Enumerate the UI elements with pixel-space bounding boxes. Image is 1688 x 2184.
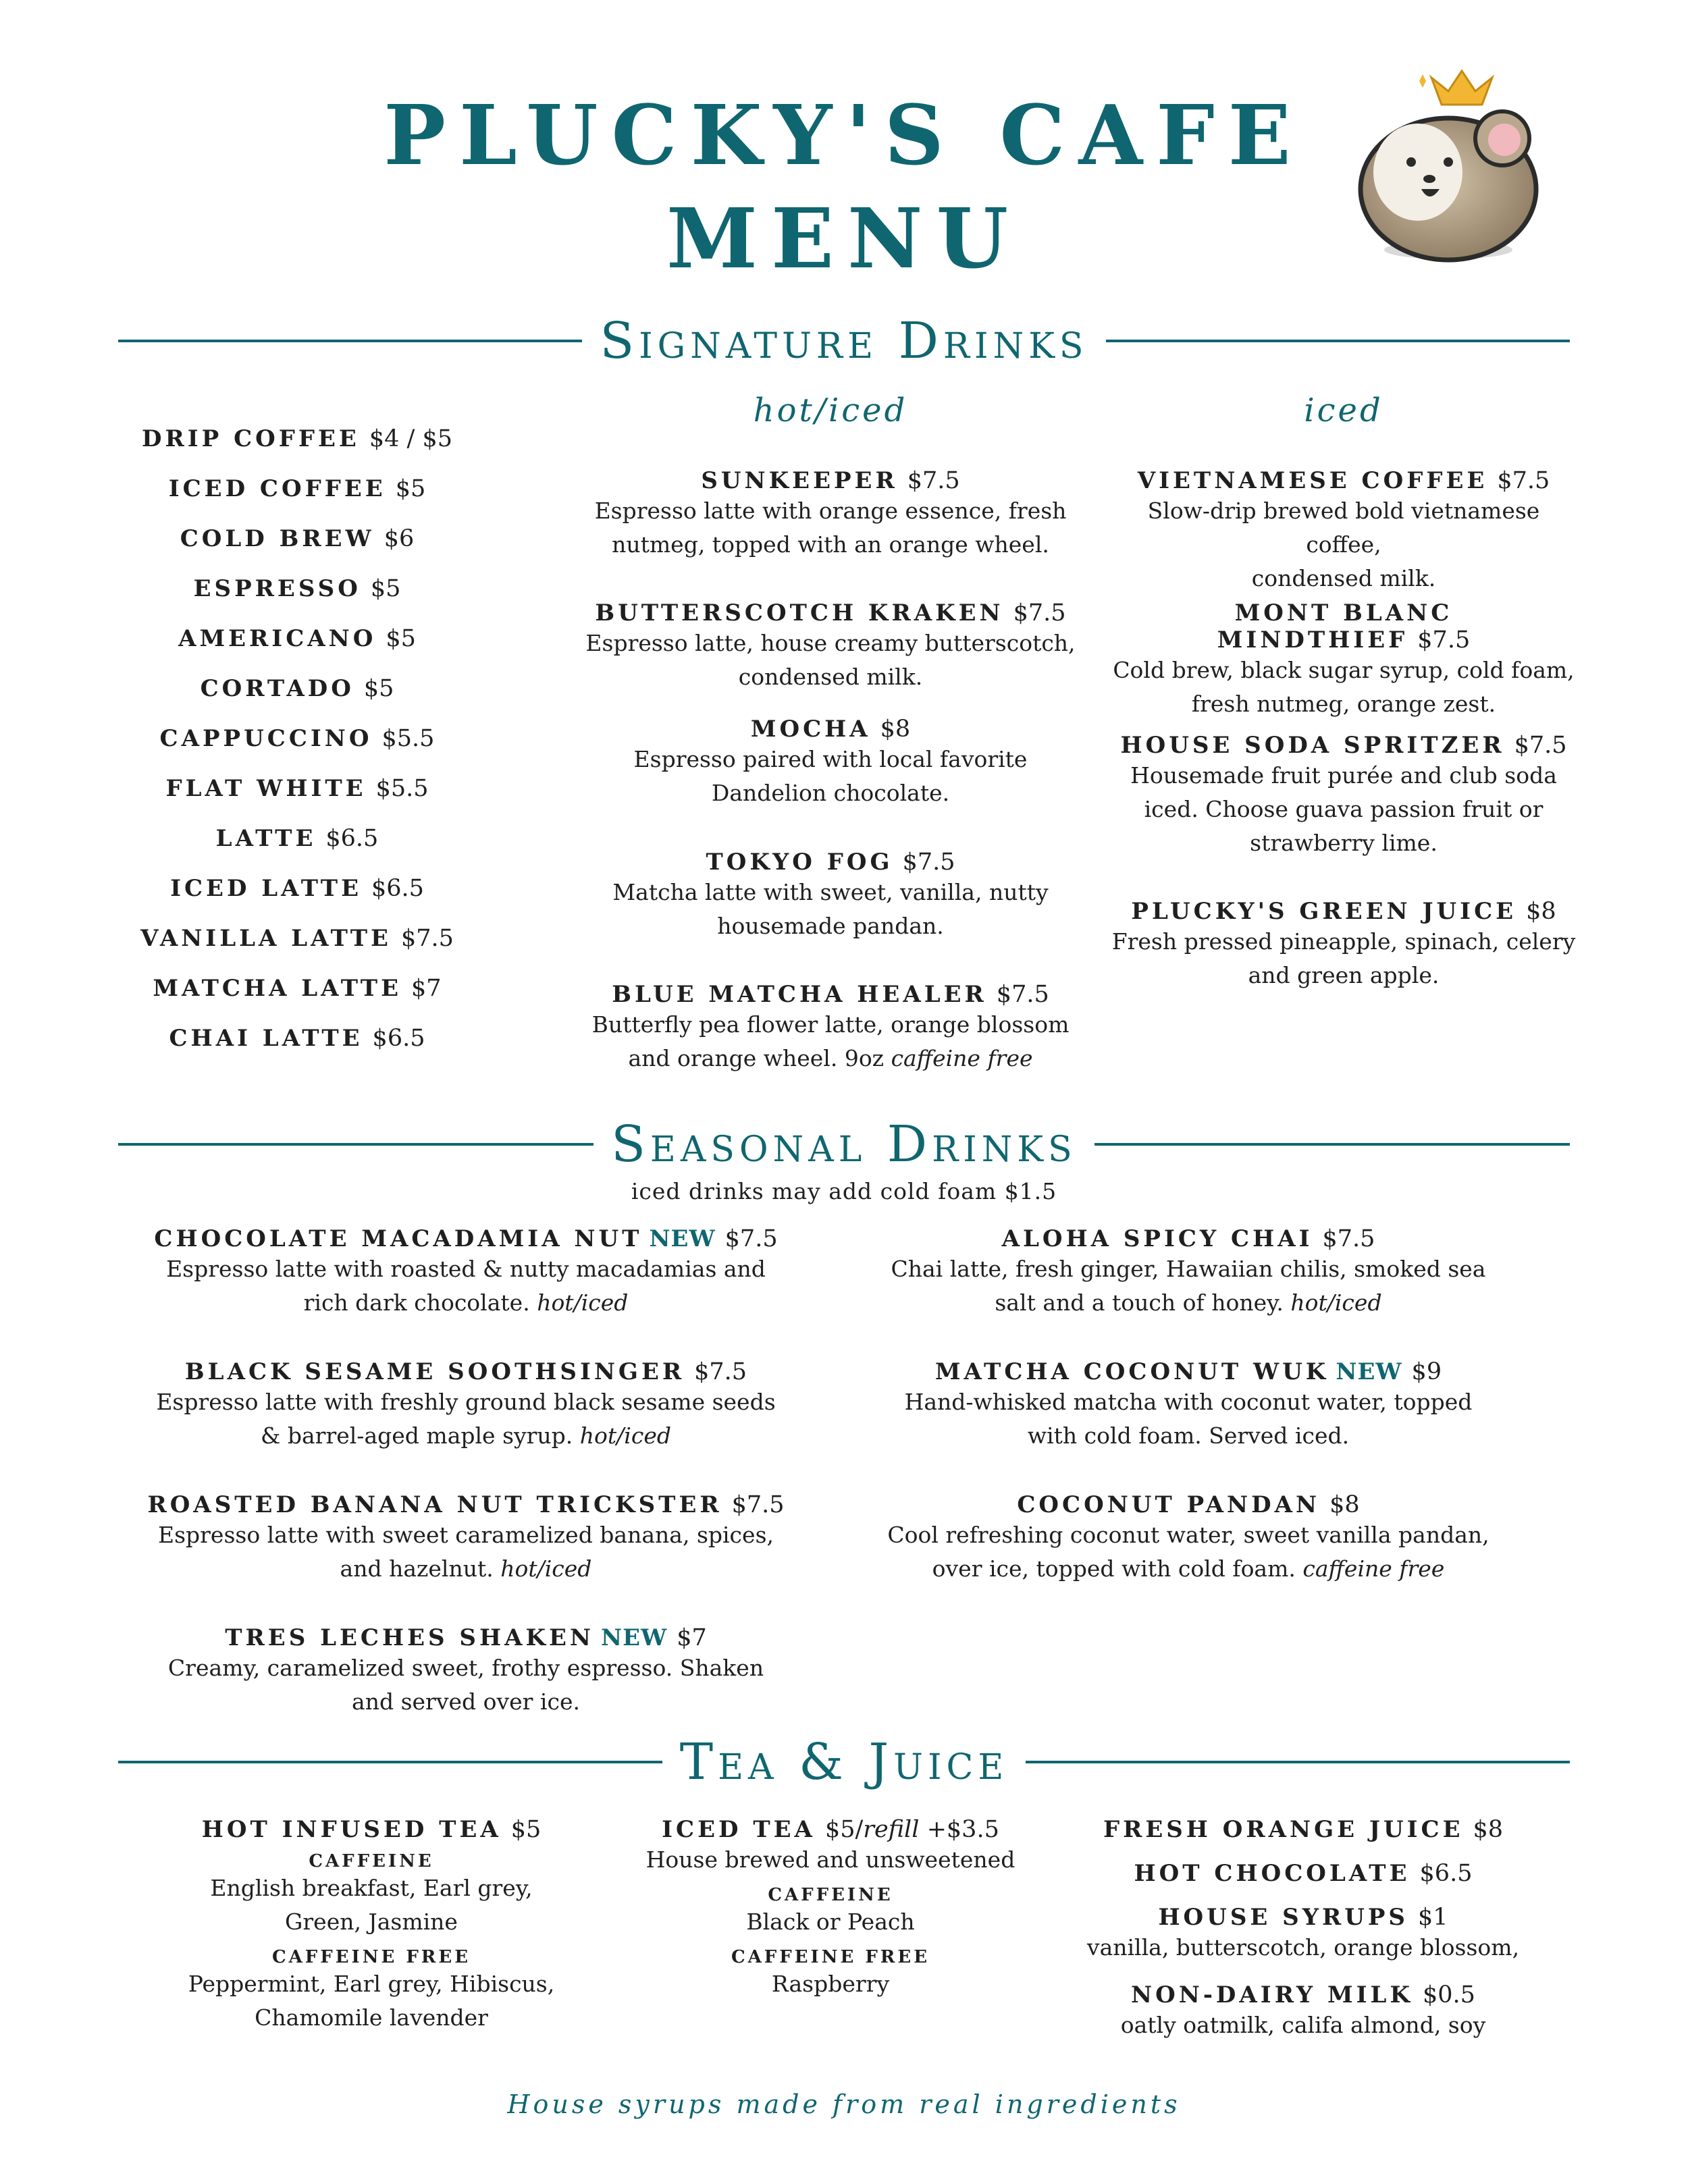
cold-foam-note: iced drinks may add cold foam $1.5 bbox=[631, 1178, 1057, 1204]
new-badge: NEW bbox=[649, 1225, 716, 1252]
list-item: CORTADO $5 bbox=[200, 675, 394, 702]
divider bbox=[1094, 1143, 1570, 1146]
menu-item: PLUCKY'S GREEN JUICE $8 Fresh pressed pineapple, spinach, celery and green apple. bbox=[1111, 898, 1576, 988]
menu-item: TRES LECHES SHAKEN NEW $7 Creamy, caramelized sweet, frothy espresso. Shaken and served over ice. bbox=[167, 1624, 764, 1715]
divider bbox=[118, 340, 582, 342]
menu-item: COCONUT PANDAN $8 Cool refreshing coconut water, sweet vanilla pandan, over ice, topped with cold foam. caffeine free bbox=[887, 1491, 1489, 1582]
list-item: FLAT WHITE $5.5 bbox=[165, 775, 429, 802]
menu-item: CHOCOLATE MACADAMIA NUT NEW $7.5 Espresso latte with roasted & nutty macadamias and rich dark chocolate. hot/iced bbox=[154, 1225, 778, 1316]
tea-title: Tea & Juice bbox=[679, 1733, 1009, 1791]
list-item: DRIP COFFEE $4 / $5 bbox=[142, 425, 452, 452]
menu-item: ALOHA SPICY CHAI $7.5 Chai latte, fresh ginger, Hawaiian chilis, smoked sea salt and a touch of honey. hot/iced bbox=[891, 1225, 1486, 1316]
list-item: FRESH ORANGE JUICE $8 bbox=[1103, 1816, 1504, 1843]
list-item: VANILLA LATTE $7.5 bbox=[140, 925, 454, 952]
iced-tea-item: ICED TEA $5/refill +$3.5 House brewed and unsweetened CAFFEINE Black or Peach CAFFEINE FREE Raspberry bbox=[645, 1816, 1016, 1997]
menu-item: BUTTERSCOTCH KRAKEN $7.5 Espresso latte, house creamy butterscotch, condensed milk. bbox=[585, 600, 1076, 690]
menu-item: MOCHA $8 Espresso paired with local favorite Dandelion chocolate. bbox=[633, 716, 1028, 806]
list-item: HOUSE SYRUPS $1 bbox=[1158, 1904, 1448, 1931]
juice-list: FRESH ORANGE JUICE $8 HOT CHOCOLATE $6.5 HOUSE SYRUPS $1 vanilla, butterscotch, orange blossom, NON-DAIRY MILK $0.5 oatly oatmilk, califa almond, soy bbox=[1053, 1816, 1553, 2042]
signature-title: Signature Drinks bbox=[600, 312, 1088, 370]
menu-item: MATCHA COCONUT WUK NEW $9 Hand-whisked matcha with coconut water, topped with cold foam. Served iced. bbox=[904, 1358, 1473, 1449]
hot-iced-heading: hot/iced bbox=[753, 392, 908, 429]
list-item: ICED LATTE $6.5 bbox=[170, 875, 424, 902]
menu-item: TOKYO FOG $7.5 Matcha latte with sweet, vanilla, nutty housemade pandan. bbox=[612, 849, 1049, 939]
list-item: MATCHA LATTE $7 bbox=[153, 975, 442, 1002]
menu-item: BLACK SESAME SOOTHSINGER $7.5 Espresso latte with freshly ground black sesame seeds & barrel-aged maple syrup. hot/iced bbox=[156, 1358, 776, 1449]
list-item: HOT CHOCOLATE $6.5 bbox=[1134, 1860, 1473, 1887]
list-item: COLD BREW $6 bbox=[180, 525, 415, 552]
tea-section-header bbox=[118, 1728, 1570, 1796]
footer-note: House syrups made from real ingredients bbox=[507, 2089, 1181, 2119]
new-badge: NEW bbox=[601, 1624, 668, 1651]
menu-title-line2: MENU bbox=[666, 190, 1022, 287]
divider bbox=[118, 1761, 662, 1763]
signature-section-header bbox=[118, 307, 1570, 375]
list-item: CHAI LATTE $6.5 bbox=[169, 1025, 425, 1052]
menu-item: VIETNAMESE COFFEE $7.5 Slow-drip brewed bold vietnamese coffee, condensed milk. bbox=[1137, 467, 1550, 591]
list-item: ICED COFFEE $5 bbox=[168, 475, 426, 502]
seasonal-section-header bbox=[118, 1111, 1570, 1178]
hot-tea-item: HOT INFUSED TEA $5 CAFFEINE English breakfast, Earl grey, Green, Jasmine CAFFEINE FREE Peppermint, Earl grey, Hibiscus, Chamomile lavender bbox=[188, 1816, 555, 2031]
list-item: AMERICANO $5 bbox=[178, 625, 416, 652]
bear-mascot-icon bbox=[1337, 54, 1553, 284]
divider bbox=[1026, 1761, 1570, 1763]
divider bbox=[118, 1143, 594, 1146]
list-item: NON-DAIRY MILK $0.5 bbox=[1131, 1981, 1475, 2008]
seasonal-title: Seasonal Drinks bbox=[611, 1115, 1077, 1173]
divider bbox=[1106, 340, 1570, 342]
new-badge: NEW bbox=[1336, 1358, 1402, 1385]
menu-item: ROASTED BANANA NUT TRICKSTER $7.5 Espresso latte with sweet caramelized banana, spices, and hazelnut. hot/iced bbox=[147, 1491, 785, 1582]
menu-item: BLUE MATCHA HEALER $7.5 Butterfly pea flower latte, orange blossom and orange wheel. 9oz caffeine free bbox=[591, 981, 1070, 1071]
menu-item: HOUSE SODA SPRITZER $7.5 Housemade fruit purée and club soda iced. Choose guava passion fruit or strawberry lime. bbox=[1120, 732, 1567, 856]
iced-heading: iced bbox=[1304, 392, 1383, 429]
menu-title-line1: PLUCKY'S CAFE bbox=[384, 86, 1304, 184]
list-item: LATTE $6.5 bbox=[215, 825, 379, 852]
list-item: CAPPUCCINO $5.5 bbox=[159, 725, 435, 752]
menu-item: MONT BLANC MINDTHIEF $7.5 Cold brew, black sugar syrup, cold foam, fresh nutmeg, orange zest. bbox=[1113, 600, 1575, 717]
menu-item: SUNKEEPER $7.5 Espresso latte with orange essence, fresh nutmeg, topped with an orange wheel. bbox=[594, 467, 1067, 558]
list-item: ESPRESSO $5 bbox=[193, 575, 401, 602]
